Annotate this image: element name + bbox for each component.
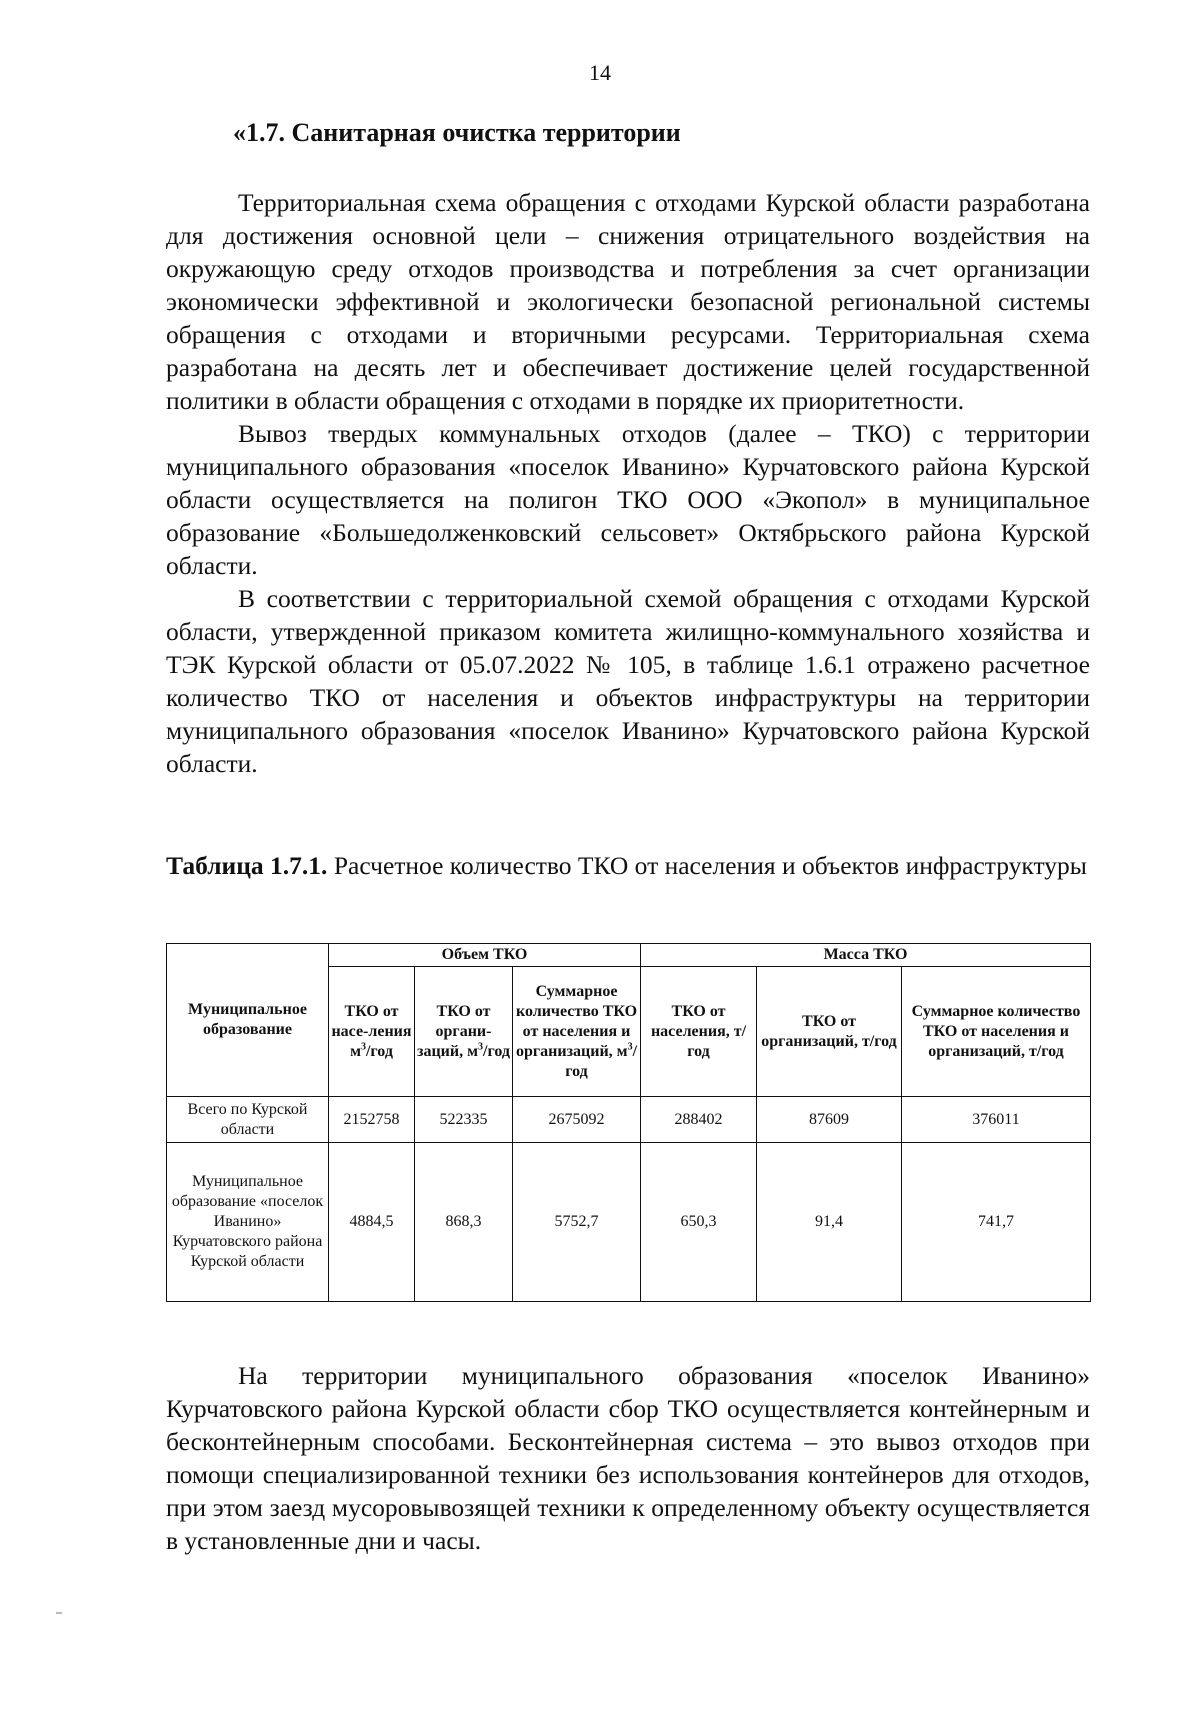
cell-volume-organizations: 522335	[415, 1097, 513, 1143]
paragraph: Территориальная схема обращения с отходами Курской области разработана для достижения основной цели – снижения отрицательного воздействия на окружающую среду отходов производства и потребления за счет организации экономически эффективной и экологически безопасной региональной системы обращения с отходами и вторичными ресурсами. Территориальная схема разработана на десять лет и обеспечивает достижение целей государственной политики в области обращения с отходами в порядке их приоритетности.	[166, 188, 1090, 415]
header-volume-organizations: ТКО от органи-заций, $м^3$/год	[415, 967, 513, 1097]
header-mass-organizations: ТКО от организаций, т/год	[757, 967, 902, 1097]
cell-volume-organizations: 868,3	[415, 1143, 513, 1302]
cell-volume-population: 2152758	[329, 1097, 415, 1143]
cell-mass-organizations: 87609	[757, 1097, 902, 1143]
table-caption-text: Расчетное количество ТКО от населения и объектов инфраструктуры	[327, 851, 1087, 880]
header-municipality: Муниципальное образование	[167, 944, 329, 1097]
header-volume-group: Объем ТКО	[329, 944, 641, 967]
page-number: 14	[589, 60, 611, 85]
cell-volume-total: 5752,7	[513, 1143, 641, 1302]
table-row	[167, 1143, 1091, 1302]
cell-volume-population: 4884,5	[329, 1143, 415, 1302]
paragraph: Вывоз твердых коммунальных отходов (далее – ТКО) с территории муниципального образования «поселок Иванино» Курчатовского района Курской области осуществляется на полигон ТКО ООО «Экопол» в муниципальное образование «Большедолженковский сельсовет» Октябрьского района Курской области.	[166, 419, 1090, 580]
paragraph: На территории муниципального образования «поселок Иванино» Курчатовского района Курской области сбор ТКО осуществляется контейнерным и бесконтейнерным способами. Бесконтейнерная система – это вывоз отходов при помощи специализированной техники без использования контейнеров для отходов, при этом заезд мусоровывозящей техники к определенному объекту осуществляется в установленные дни и часы.	[166, 1361, 1090, 1555]
cell-mass-total: 741,7	[902, 1143, 1091, 1302]
intro-text	[166, 186, 1090, 780]
cell-municipality: Всего по Курской области	[167, 1097, 329, 1143]
cell-mass-population: 650,3	[641, 1143, 757, 1302]
header-mass-group: Масса ТКО	[641, 944, 1091, 967]
cell-mass-organizations: 91,4	[757, 1143, 902, 1302]
header-mass-total: Суммарное количество ТКО от населения и организаций, т/год	[902, 967, 1091, 1097]
header-volume-population: ТКО от насе-ления $м^3$/год	[329, 967, 415, 1097]
table-header-row	[167, 944, 1091, 967]
cell-volume-total: 2675092	[513, 1097, 641, 1143]
cell-mass-total: 376011	[902, 1097, 1091, 1143]
paragraph: В соответствии с территориальной схемой обращения с отходами Курской области, утвержденной приказом комитета жилищно-коммунального хозяйства и ТЭК Курской области от 05.07.2022 № 105, в таблице 1.6.1 отражено расчетное количество ТКО от населения и объектов инфраструктуры на территории муниципального образования «поселок Иванино» Курчатовского района Курской области.	[166, 584, 1090, 778]
header-mass-population: ТКО от населения, т/год	[641, 967, 757, 1097]
cell-municipality: Муниципальное образование «поселок Иванино» Курчатовского района Курской области	[167, 1143, 329, 1302]
table-row	[167, 1097, 1091, 1143]
scan-artifact	[56, 1612, 62, 1614]
table-caption	[166, 849, 1090, 882]
table-caption-label: Таблица 1.7.1.	[166, 851, 328, 880]
cell-mass-population: 288402	[641, 1097, 757, 1143]
section-heading: «1.7. Санитарная очистка территории	[233, 118, 681, 147]
tko-table	[166, 943, 1091, 1302]
closing-text	[166, 1359, 1090, 1557]
header-volume-total: Суммарное количество ТКО от населения и организаций, $м^3$/год	[513, 967, 641, 1097]
